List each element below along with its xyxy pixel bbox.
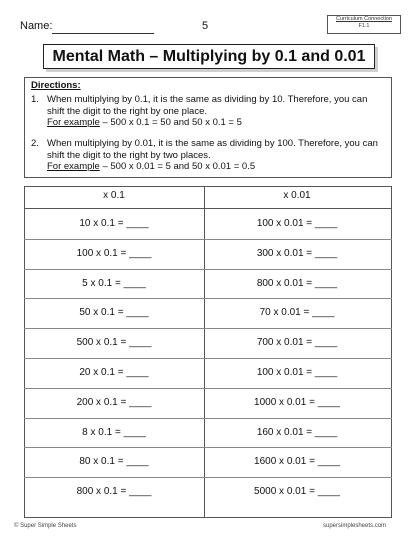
- page-number: 5: [202, 20, 209, 32]
- directions-heading: Directions:: [31, 80, 81, 91]
- problem-right: 160 x 0.01 = ____: [256, 426, 338, 438]
- row-divider: [24, 388, 392, 389]
- problem-right: 70 x 0.01 = ____: [259, 307, 335, 319]
- problem-right: 100 x 0.01 = ____: [256, 367, 338, 378]
- header-x-0-01: x 0.01: [283, 190, 311, 201]
- row-divider: [24, 447, 392, 448]
- curriculum-connection-label: Curriculum Connection: [336, 16, 392, 22]
- direction-item-2-number: 2.: [31, 138, 39, 149]
- problem-left: 10 x 0.1 = ____: [79, 218, 149, 229]
- curriculum-code: F1.1: [358, 23, 370, 29]
- row-divider: [24, 328, 392, 329]
- column-divider: [204, 186, 205, 518]
- problem-right: 700 x 0.01 = ____: [256, 337, 338, 349]
- name-label: Name:: [20, 20, 53, 32]
- direction-item-2-line2: shift the digit to the right by two places.: [47, 149, 211, 161]
- direction-item-1-example: [47, 117, 387, 129]
- direction-item-1-number: 1.: [31, 94, 39, 105]
- footer-website: supersimplesheets.com: [323, 523, 387, 529]
- direction-item-1-line1: When multiplying by 0.1, it is the same as dividing by 10. Therefore, you can: [47, 94, 368, 105]
- example-text: – 500 x 0.1 = 50 and 50 x 0.1 = 5: [99, 117, 242, 128]
- direction-item-2: [47, 138, 387, 173]
- direction-item-1: [47, 94, 387, 129]
- direction-item-2-line1: When multiplying by 0.01, it is the same as dividing by 100. Therefore, you can: [47, 138, 378, 149]
- header-x-0-1: x 0.1: [103, 190, 125, 201]
- problem-left: 8 x 0.1 = ____: [82, 426, 146, 438]
- row-divider: [24, 477, 392, 478]
- curriculum-connection-box: [327, 15, 401, 34]
- problem-left: 50 x 0.1 = ____: [79, 307, 149, 319]
- problem-right: 5000 x 0.01 = ____: [254, 486, 340, 498]
- example-label: For example: [47, 161, 100, 172]
- direction-item-1-line2: shift the digit to the right by one place.: [47, 105, 208, 117]
- row-divider: [24, 418, 392, 419]
- header-divider: [24, 208, 392, 209]
- footer-copyright: © Super Simple Sheets: [14, 523, 77, 529]
- example-label: For example: [47, 117, 100, 128]
- direction-item-2-example: [47, 161, 387, 173]
- example-text: – 500 x 0.01 = 5 and 50 x 0.01 = 0.5: [99, 161, 256, 172]
- problem-left: 5 x 0.1 = ____: [82, 277, 146, 289]
- problem-right: 300 x 0.01 = ____: [256, 247, 338, 259]
- problem-left: 100 x 0.1 = ____: [76, 247, 152, 259]
- problem-left: 200 x 0.1 = ____: [76, 396, 152, 408]
- problem-left: 500 x 0.1 = ____: [76, 337, 152, 349]
- problem-right: 1000 x 0.01 = ____: [254, 396, 340, 408]
- problem-left: 80 x 0.1 = ____: [79, 456, 149, 468]
- title-box: [43, 44, 375, 69]
- name-line: [52, 33, 154, 34]
- problems-table: [24, 186, 392, 518]
- row-divider: [24, 269, 392, 270]
- page-title: Mental Math – Multiplying by 0.1 and 0.01: [52, 48, 366, 65]
- problem-right: 800 x 0.01 = ____: [256, 277, 338, 289]
- problem-left: 20 x 0.1 = ____: [79, 367, 149, 378]
- problem-right: 100 x 0.01 = ____: [256, 218, 338, 229]
- row-divider: [24, 298, 392, 299]
- problem-left: 800 x 0.1 = ____: [76, 486, 152, 498]
- row-divider: [24, 239, 392, 240]
- row-divider: [24, 358, 392, 359]
- problem-right: 1600 x 0.01 = ____: [254, 456, 340, 468]
